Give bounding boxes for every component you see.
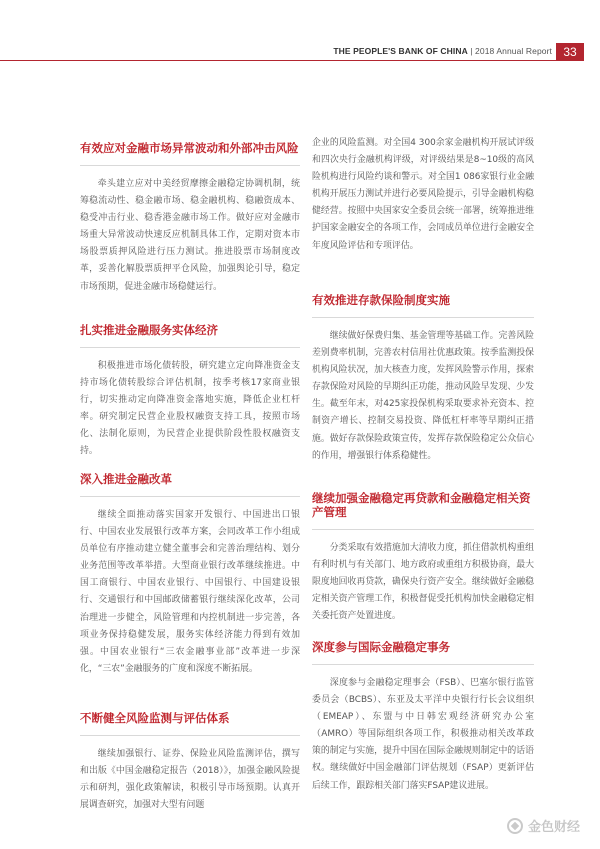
header-rule [0, 60, 560, 61]
section-financial-reform [80, 472, 300, 678]
section-body: 深度参与金融稳定理事会（FSB）、巴塞尔银行监管委员会（BCBS）、东亚及太平洋中央银行行长会议组织（EMEAP）、东盟与中日韩宏观经济研究办公室（AMRO）等国际组织各项工作，积极推动相关改革政策的制定与实施，提升中国在国际金融规则制定中的话语权。继续做好中国金融部门评估规划（FSAP）更新评估后续工作，跟踪相关部门落实FSAP建议进展。 [312, 678, 534, 791]
section-title: 扎实推进金融服务实体经济 [80, 323, 218, 337]
header-text [333, 46, 552, 56]
section-body: 企业的风险监测。对全国4 300余家金融机构开展试评级和四次央行金融机构评级，对评级结果是8~10级的高风险机构进行风险约谈和警示。对全国1 086家银行业金融机构开展压力测试并进行必要风险提示，引导金融机构稳健经营。按照中央国家安全委员会统一部署，统筹推进维护国家金融安全的各项工作，会同成员单位进行金融安全年度风险评估和专项评估。 [312, 138, 534, 251]
header-org: THE PEOPLE'S BANK OF CHINA [333, 46, 468, 56]
section-risk-monitoring [80, 711, 300, 814]
section-body: 继续加强银行、证券、保险业风险监测评估，撰写和出版《中国金融稳定报告（2018）》，加强金融风险提示和研判，强化政策解读，积极引导市场预期。认真开展调查研究，加强对大型有问题 [80, 749, 300, 811]
section-market-risk [80, 141, 300, 296]
section-international-affairs [312, 640, 534, 795]
section-divider [80, 347, 300, 348]
section-title: 深度参与国际金融稳定事务 [312, 640, 450, 654]
section-divider [312, 664, 534, 665]
section-real-economy [80, 323, 300, 461]
watermark-text: 金色财经 [527, 820, 580, 835]
page-header [0, 43, 600, 61]
section-divider [80, 165, 300, 166]
header-report: 2018 Annual Report [475, 46, 552, 56]
section-title: 有效推进存款保险制度实施 [312, 293, 450, 307]
watermark-logo-icon [507, 818, 523, 834]
section-title: 不断健全风险监测与评估体系 [80, 711, 230, 725]
section-stability-relending [312, 491, 534, 625]
section-deposit-insurance [312, 293, 534, 465]
section-divider [80, 735, 300, 736]
section-body: 继续做好保费归集、基金管理等基础工作。完善风险差别费率机制，完善农村信用社优惠政策。按季监测投保机构风险状况，加大核查力度，发挥风险警示作用，探索存款保险对风险的早期纠正功能，推动风险早发现、少发生。截至年末，对425家投保机构采取要求补充资本、控制资产增长、控制交易投资、降低杠杆率等早期纠正措施。做好存款保险政策宣传，发挥存款保险稳定公众信心的作用，增强银行体系稳健性。 [312, 331, 534, 461]
section-divider [80, 496, 300, 497]
section-body: 积极推进市场化债转股，研究建立定向降准资金支持市场化债转股综合评估机制，按季考核17家商业银行，切实推动定向降准资金落地实施，降低企业杠杆率。研究制定民营企业股权融资支持工具，按照市场化、法制化原则，为民营企业提供阶段性股权融资支持。 [80, 361, 300, 457]
watermark [507, 816, 580, 835]
section-title: 继续加强金融稳定再贷款和金融稳定相关资产管理 [312, 491, 531, 519]
section-divider [312, 317, 534, 318]
section-body: 分类采取有效措施加大清收力度，抓住借款机构重组有利时机与有关部门、地方政府或重组方积极协商，最大限度地回收再贷款，确保央行资产安全。继续做好金融稳定相关资产管理工作，积极督促受托机构加快金融稳定相关委托资产处置进度。 [312, 543, 534, 622]
section-body: 牵头建立应对中美经贸摩擦金融稳定协调机制，统筹稳流动性、稳金融市场、稳金融机构、稳融资成本、稳受冲击行业、稳香港金融市场工作。做好应对金融市场重大异常波动快速反应机制具体工作，定期对资本市场股票质押风险进行压力测试。推进股票市场制度改革，妥善化解股票质押平仓风险，加强舆论引导，稳定市场预期，促进金融市场稳健运行。 [80, 179, 300, 292]
header-separator: | [467, 46, 476, 56]
page-number: 33 [556, 43, 584, 61]
section-title: 有效应对金融市场异常波动和外部冲击风险 [80, 141, 299, 155]
section-risk-monitoring-continued [312, 135, 534, 255]
section-divider [312, 529, 534, 530]
section-title: 深入推进金融改革 [80, 472, 172, 486]
section-body: 继续全面推动落实国家开发银行、中国进出口银行、中国农业发展银行改革方案，会同改革工作小组成员单位有序推动建立健全董事会和完善治理结构、划分业务范围等改革举措。大型商业银行改革继续推进。中国工商银行、中国农业银行、中国银行、中国建设银行、交通银行和中国邮政储蓄银行继续深化改革，公司治理进一步健全，风险管理和内控机制进一步完善，各项业务保持稳健发展，服务实体经济能力得到有效加强。中国农业银行“三农金融事业部”改革进一步深化，“三农”金融服务的广度和深度不断拓展。 [80, 510, 300, 674]
